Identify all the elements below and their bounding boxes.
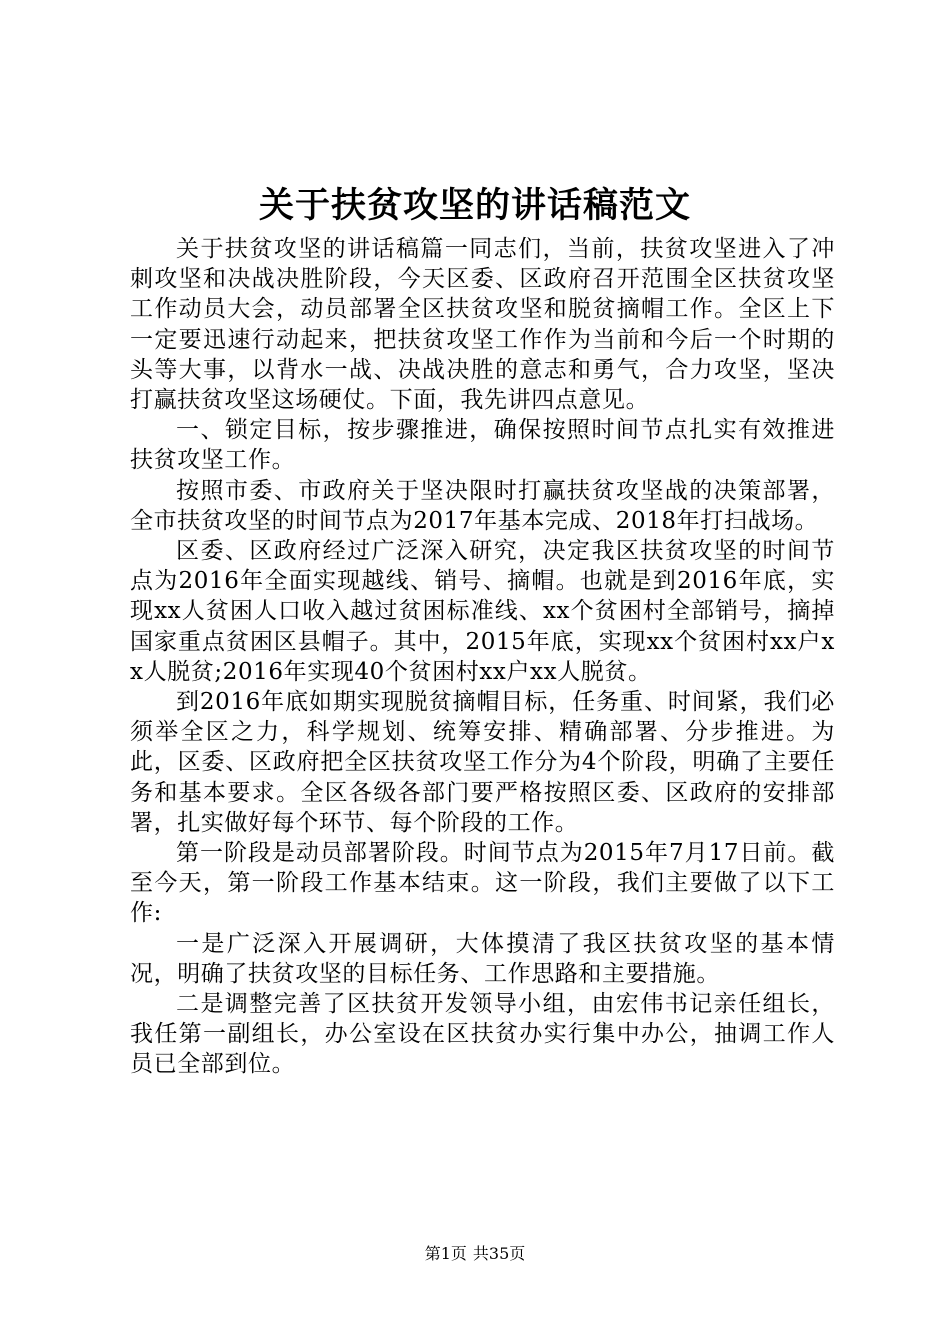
body-paragraph: 关于扶贫攻坚的讲话稿篇一同志们，当前，扶贫攻坚进入了冲刺攻坚和决战决胜阶段，今天区委、区政府召开范围全区扶贫攻坚工作动员大会，动员部署全区扶贫攻坚和脱贫摘帽工作。全区上下一定要迅速行动起来，把扶贫攻坚工作作为当前和今后一个时期的头等大事，以背水一战、决战决胜的意志和勇气，合力攻坚，坚决打赢扶贫攻坚这场硬仗。下面，我先讲四点意见。 [130,236,835,414]
body-paragraph: 二是调整完善了区扶贫开发领导小组，由宏伟书记亲任组长，我任第一副组长，办公室设在区扶贫办实行集中办公，抽调工作人员已全部到位。 [130,991,835,1078]
body-paragraph: 按照市委、市政府关于坚决限时打赢扶贫攻坚战的决策部署，全市扶贫攻坚的时间节点为2017年基本完成、2018年打扫战场。 [130,477,835,534]
body-paragraph: 一、锁定目标，按步骤推进，确保按照时间节点扎实有效推进扶贫攻坚工作。 [130,417,835,474]
body-paragraph: 到2016年底如期实现脱贫摘帽目标，任务重、时间紧，我们必须举全区之力，科学规划、统筹安排、精确部署、分步推进。为此，区委、区政府把全区扶贫攻坚工作分为4个阶段，明确了主要任务和基本要求。全区各级各部门要严格按照区委、区政府的安排部署，扎实做好每个环节、每个阶段的工作。 [130,689,835,836]
page-footer [0,1243,950,1265]
body-paragraph: 一是广泛深入开展调研，大体摸清了我区扶贫攻坚的基本情况，明确了扶贫攻坚的目标任务、工作思路和主要措施。 [130,930,835,987]
page-number: 第1页 [424,1244,467,1263]
document-title: 关于扶贫攻坚的讲话稿范文 [258,185,691,226]
document-body [130,234,835,1080]
page-total: 共35页 [472,1244,526,1263]
body-paragraph: 第一阶段是动员部署阶段。时间节点为2015年7月17日前。截至今天，第一阶段工作基本结束。这一阶段，我们主要做了以下工作: [130,840,835,927]
body-paragraph: 区委、区政府经过广泛深入研究，决定我区扶贫攻坚的时间节点为2016年全面实现越线、销号、摘帽。也就是到2016年底，实现xx人贫困人口收入越过贫困标准线、xx个贫困村全部销号，摘掉国家重点贫困区县帽子。其中，2015年底，实现xx个贫困村xx户xx人脱贫;2016年实现40个贫困村xx户xx人脱贫。 [130,538,835,685]
